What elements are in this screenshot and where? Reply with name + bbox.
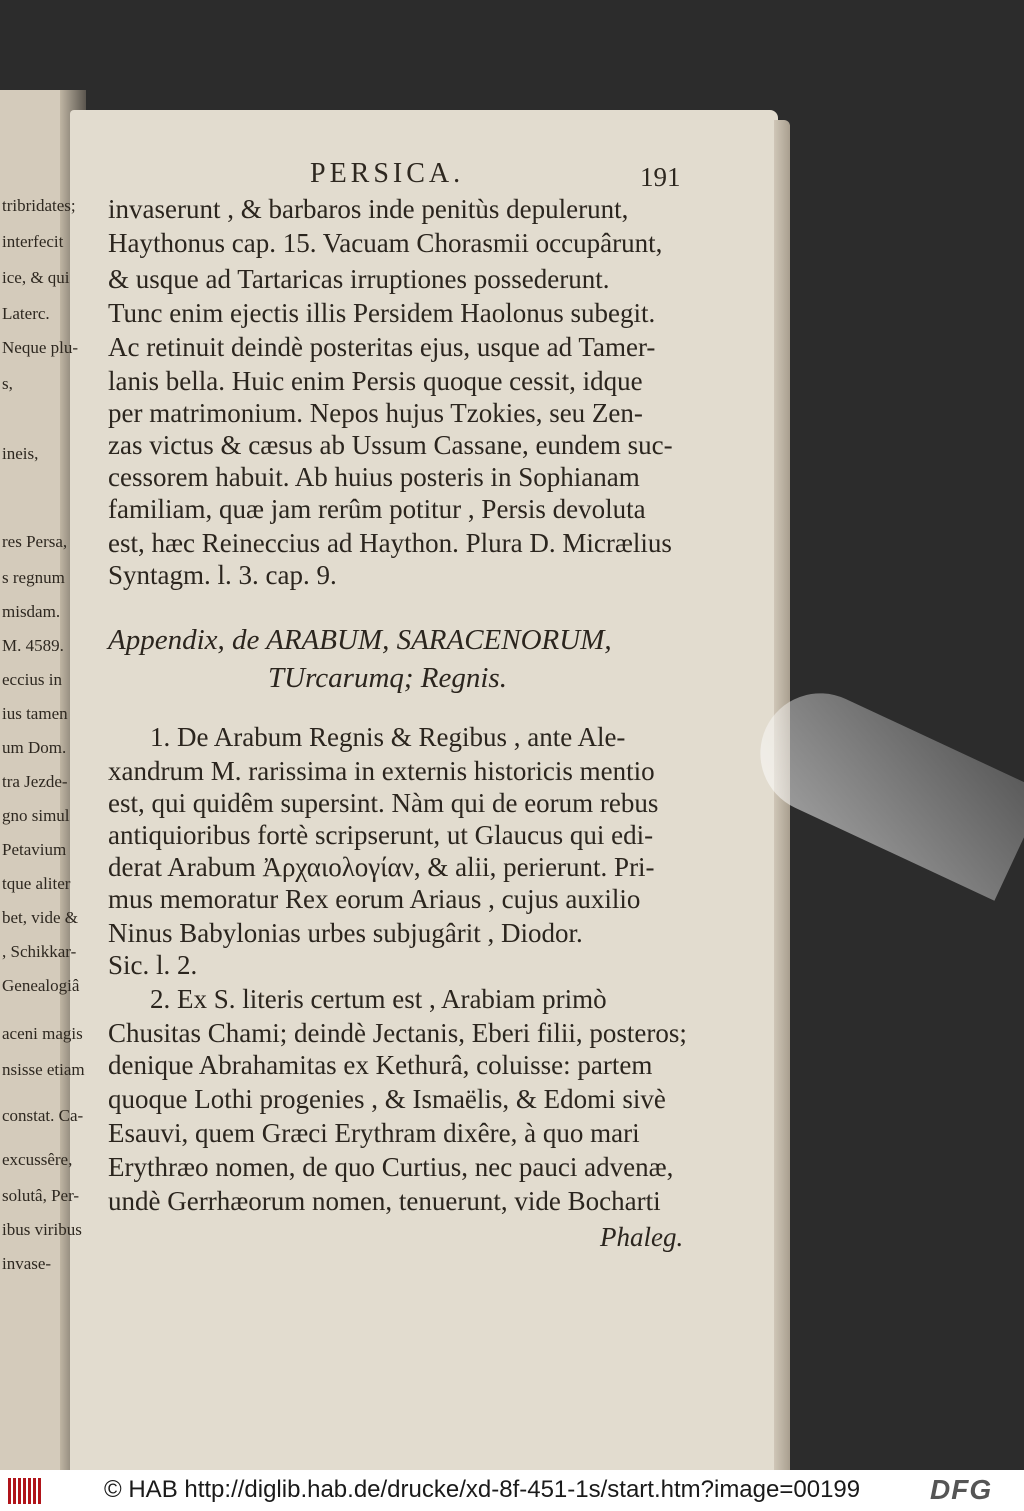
text-line: undè Gerrhæorum nomen, tenuerunt, vide Bocharti bbox=[108, 1186, 661, 1216]
margin-note: um Dom. bbox=[2, 738, 67, 757]
text-line: Tunc enim ejectis illis Persidem Haolonus subegit. bbox=[108, 298, 656, 328]
text-line: derat Arabum Ἀρχαιολογίαν, & alii, perierunt. Pri- bbox=[108, 852, 655, 882]
dfg-logo: DFG bbox=[930, 1474, 993, 1505]
margin-note: ius tamen bbox=[2, 704, 68, 723]
margin-note: tra Jezde- bbox=[2, 772, 68, 791]
margin-note: tribridates; bbox=[2, 196, 76, 215]
text-line: mus memoratur Rex eorum Ariaus , cujus auxilio bbox=[108, 884, 641, 914]
appendix-heading-cont: TUrcarumq; Regnis. bbox=[268, 662, 507, 694]
text-line: Ac retinuit deindè posteritas ejus, usque ad Tamer- bbox=[108, 332, 656, 362]
catchword: Phaleg. bbox=[600, 1222, 684, 1252]
text-line: quoque Lothi progenies , & Ismaëlis, & Edomi sivè bbox=[108, 1084, 666, 1114]
text-line: Chusitas Chami; deindè Jectanis, Eberi filii, posteros; bbox=[108, 1018, 687, 1048]
margin-note: s, bbox=[2, 374, 13, 393]
text-line: invaserunt , & barbaros inde penitùs depulerunt, bbox=[108, 194, 629, 224]
margin-note: gno simul bbox=[2, 806, 70, 825]
page-number: 191 bbox=[640, 162, 681, 192]
text-line: est, hæc Reineccius ad Haython. Plura D. Micrælius bbox=[108, 528, 672, 558]
margin-note: ineis, bbox=[2, 444, 39, 463]
margin-note: , Schikkar- bbox=[2, 942, 77, 961]
text-line: xandrum M. rarissima in externis historicis mentio bbox=[108, 756, 655, 786]
text-line: cessorem habuit. Ab huius posteris in Sophianam bbox=[108, 462, 640, 492]
margin-note: misdam. bbox=[2, 602, 61, 621]
text-line: est, qui quidêm supersint. Nàm qui de eorum rebus bbox=[108, 788, 659, 818]
footer-copyright-link[interactable]: © HAB http://diglib.hab.de/drucke/xd-8f-451-1s/start.htm?image=00199 bbox=[104, 1476, 861, 1503]
text-line: familiam, quæ jam rerûm potitur , Persis devoluta bbox=[108, 494, 646, 524]
margin-note: invase- bbox=[2, 1254, 52, 1273]
margin-note: aceni magis bbox=[2, 1024, 83, 1043]
text-line: zas victus & cæsus ab Ussum Cassane, eundem suc- bbox=[108, 430, 673, 460]
margin-note: M. 4589. bbox=[2, 636, 64, 655]
viewer-footer bbox=[0, 1470, 1024, 1511]
margin-note: eccius in bbox=[2, 670, 62, 689]
text-line: Syntagm. l. 3. cap. 9. bbox=[108, 560, 337, 590]
text-line: antiquioribus fortè scripserunt, ut Glaucus qui edi- bbox=[108, 820, 654, 850]
text-line: 2. Ex S. literis certum est , Arabiam primò bbox=[150, 984, 607, 1014]
text-line: Ninus Babylonias urbes subjugârit , Diodor. bbox=[108, 918, 583, 948]
text-line: lanis bella. Huic enim Persis quoque cessit, idque bbox=[108, 366, 643, 396]
margin-note: Neque plu- bbox=[2, 338, 79, 357]
text-line: per matrimonium. Nepos hujus Tzokies, seu Zen- bbox=[108, 398, 643, 428]
margin-note: Laterc. bbox=[2, 304, 50, 323]
margin-note: tque aliter bbox=[2, 874, 71, 893]
text-line: & usque ad Tartaricas irruptiones possederunt. bbox=[108, 264, 610, 294]
text-line: Erythræo nomen, de quo Curtius, nec pauci advenæ, bbox=[108, 1152, 674, 1182]
margin-note: bet, vide & bbox=[2, 908, 79, 927]
margin-note: interfecit bbox=[2, 232, 64, 251]
margin-note: excussêre, bbox=[2, 1150, 73, 1169]
text-line: Esauvi, quem Græci Erythram dixêre, à quo mari bbox=[108, 1118, 640, 1148]
margin-note: res Persa, bbox=[2, 532, 68, 551]
text-line: Haythonus cap. 15. Vacuam Chorasmii occupârunt, bbox=[108, 228, 663, 258]
margin-note: constat. Ca- bbox=[2, 1106, 84, 1125]
margin-note: Genealogiâ bbox=[2, 976, 80, 995]
text-line: 1. De Arabum Regnis & Regibus , ante Ale- bbox=[150, 722, 626, 752]
margin-note: ibus viribus bbox=[2, 1220, 82, 1239]
text-line: Sic. l. 2. bbox=[108, 950, 198, 980]
text-line: denique Abrahamitas ex Kethurâ, coluisse: partem bbox=[108, 1050, 653, 1080]
running-head: PERSICA. bbox=[310, 158, 465, 189]
margin-note: s regnum bbox=[2, 568, 65, 587]
margin-note: nsisse etiam bbox=[2, 1060, 85, 1079]
hab-logo-icon bbox=[8, 1478, 42, 1504]
margin-note: solutâ, Per- bbox=[2, 1186, 80, 1205]
margin-note: Petavium bbox=[2, 840, 67, 859]
appendix-heading: Appendix, de ARABUM, SARACENORUM, bbox=[108, 624, 612, 656]
margin-note: ice, & qui bbox=[2, 268, 70, 287]
